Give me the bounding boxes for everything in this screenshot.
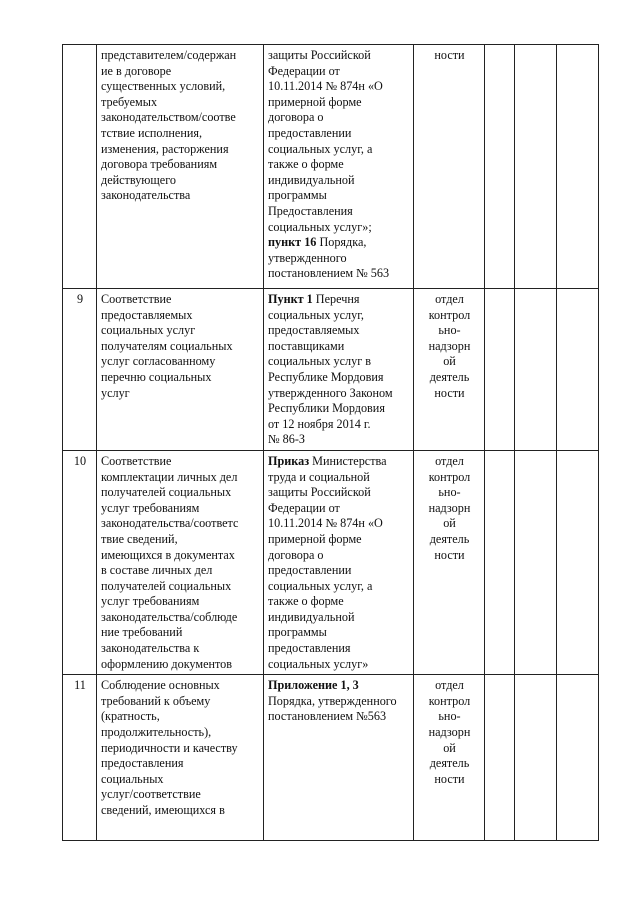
requirement-line: Соответствие — [101, 453, 172, 468]
requirement-line: законодательства/соблюде — [101, 609, 238, 624]
legal-basis-line — [268, 470, 410, 486]
empty-cell — [515, 675, 557, 841]
legal-basis-line — [268, 563, 410, 579]
responsible-cell — [414, 675, 485, 841]
requirement-line: ие в договоре — [101, 63, 172, 78]
requirement-line: изменения, расторжения — [101, 141, 229, 156]
requirement-line: ние требований — [101, 625, 183, 640]
legal-basis-line — [268, 532, 410, 548]
empty-cell — [557, 675, 599, 841]
legal-basis-cell — [264, 45, 414, 289]
requirements-table — [62, 44, 599, 841]
responsible-line: деятель — [429, 756, 470, 771]
legal-basis-text: социальных услуг, а — [268, 141, 373, 156]
legal-basis-text: социальных услуг, — [268, 307, 364, 322]
legal-basis-cell — [264, 450, 414, 674]
row-number: 9 — [63, 289, 97, 451]
requirement-line: твие сведений, — [101, 531, 178, 546]
requirement-line: социальных — [101, 771, 164, 786]
legal-basis-line — [268, 173, 410, 189]
legal-basis-text: программы — [268, 188, 327, 203]
responsible-line: деятель — [429, 531, 470, 546]
responsible-cell — [414, 289, 485, 451]
requirement-line: законодательства/соответс — [101, 516, 239, 531]
legal-basis-text: Республики Мордовия — [268, 401, 385, 416]
requirement-line: услуг/соответствие — [101, 787, 201, 802]
responsible-line: ности — [434, 48, 465, 62]
legal-basis-text: примерной форме — [268, 94, 362, 109]
legal-basis-line — [268, 610, 410, 626]
requirement-line: социальных услуг — [101, 323, 196, 338]
legal-basis-text: постановлением №563 — [268, 709, 387, 724]
table-row — [63, 675, 599, 841]
requirement-cell — [97, 675, 264, 841]
legal-basis-line — [268, 266, 410, 282]
legal-basis-line — [268, 370, 410, 386]
legal-basis-text: Федерации от — [268, 63, 340, 78]
legal-basis-text: также о форме — [268, 594, 344, 609]
legal-basis-line — [268, 485, 410, 501]
empty-cell — [485, 450, 515, 674]
legal-basis-line — [268, 95, 410, 111]
responsible-line: ой — [443, 516, 456, 531]
requirement-line: законодательства — [101, 188, 191, 203]
requirement-line: требований к объему — [101, 693, 211, 708]
legal-basis-text: договора о — [268, 547, 324, 562]
legal-basis-line — [268, 339, 410, 355]
legal-basis-line — [268, 386, 410, 402]
requirement-line: тствие исполнения, — [101, 125, 203, 140]
legal-basis-line — [268, 323, 410, 339]
requirement-line: предоставления — [101, 756, 184, 771]
legal-basis-line — [268, 292, 410, 308]
requirement-line: договора требованиям — [101, 157, 218, 172]
legal-basis-line — [268, 625, 410, 641]
responsible-line: отдел — [435, 292, 464, 306]
legal-basis-line — [268, 401, 410, 417]
legal-basis-text: примерной форме — [268, 531, 362, 546]
legal-basis-text: Порядка, — [316, 235, 367, 250]
legal-basis-line — [268, 709, 410, 725]
responsible-line: ой — [443, 354, 456, 369]
legal-basis-bold: Приложение 1, 3 — [268, 678, 359, 693]
legal-basis-text: Перечня — [312, 292, 360, 306]
requirement-line: законодательства к — [101, 641, 200, 656]
requirement-line: периодичности и качеству — [101, 740, 238, 755]
legal-basis-line — [268, 64, 410, 80]
legal-basis-text: договора о — [268, 110, 324, 125]
legal-basis-text: Предоставления — [268, 203, 353, 218]
legal-basis-text: от 12 ноября 2014 г. — [268, 416, 371, 431]
requirement-line: Соблюдение основных — [101, 678, 220, 693]
responsible-line: отдел — [435, 453, 464, 468]
legal-basis-line — [268, 641, 410, 657]
legal-basis-text: социальных услуг в — [268, 354, 372, 369]
legal-basis-text: индивидуальной — [268, 609, 355, 624]
requirement-line: законодательством/соотве — [101, 110, 236, 125]
legal-basis-text: № 86-З — [268, 432, 306, 447]
legal-basis-line — [268, 548, 410, 564]
responsible-line: контрол — [428, 469, 471, 484]
responsible-line: ности — [434, 547, 465, 562]
legal-basis-text: 10.11.2014 № 874н «О — [268, 516, 383, 531]
responsible-line: ности — [434, 385, 465, 400]
requirement-line: перечню социальных — [101, 369, 212, 384]
requirement-line: действующего — [101, 172, 176, 187]
legal-basis-bold: Приказ — [268, 453, 310, 468]
empty-cell — [557, 45, 599, 289]
legal-basis-line — [268, 694, 410, 710]
requirement-line: услуг требованиям — [101, 594, 200, 609]
requirement-line: (кратность, — [101, 709, 160, 724]
requirement-line: комплектации личных дел — [101, 469, 238, 484]
legal-basis-text: предоставляемых — [268, 323, 360, 338]
legal-basis-text: индивидуальной — [268, 172, 355, 187]
legal-basis-text: Федерации от — [268, 500, 340, 515]
row-number — [63, 45, 97, 289]
empty-cell — [557, 289, 599, 451]
legal-basis-line — [268, 678, 410, 694]
responsible-line: ьно- — [438, 485, 461, 500]
legal-basis-text: 10.11.2014 № 874н «О — [268, 79, 383, 94]
legal-basis-text: Министерства — [309, 453, 387, 468]
table-row — [63, 289, 599, 451]
legal-basis-cell — [264, 675, 414, 841]
legal-basis-line — [268, 501, 410, 517]
row-number: 11 — [63, 675, 97, 841]
legal-basis-line — [268, 110, 410, 126]
legal-basis-text: программы — [268, 625, 327, 640]
legal-basis-text: социальных услуг»; — [268, 219, 372, 234]
legal-basis-line — [268, 235, 410, 251]
legal-basis-bold: пункт 16 — [268, 235, 317, 250]
responsible-line: ой — [443, 740, 456, 755]
requirement-line: сведений, имеющихся в — [101, 803, 225, 817]
empty-cell — [485, 289, 515, 451]
legal-basis-text: защиты Российской — [268, 485, 371, 500]
responsible-line: надзорн — [428, 725, 471, 740]
requirement-line: Соответствие — [101, 292, 172, 306]
empty-cell — [485, 675, 515, 841]
responsible-line: контрол — [428, 307, 471, 322]
requirement-line: имеющихся в документах — [101, 547, 235, 562]
legal-basis-text: утвержденного — [268, 250, 347, 265]
legal-basis-line — [268, 220, 410, 236]
legal-basis-text: Республике Мордовия — [268, 369, 384, 384]
legal-basis-text: Порядка, утвержденного — [268, 693, 397, 708]
legal-basis-line — [268, 157, 410, 173]
responsible-line: деятель — [429, 369, 470, 384]
legal-basis-text: предоставлении — [268, 125, 352, 140]
requirement-cell — [97, 289, 264, 451]
legal-basis-line — [268, 454, 410, 470]
legal-basis-line — [268, 432, 410, 448]
responsible-cell — [414, 450, 485, 674]
requirement-line: существенных условий, — [101, 79, 226, 94]
legal-basis-line — [268, 48, 410, 64]
legal-basis-text: также о форме — [268, 157, 344, 172]
legal-basis-text: защиты Российской — [268, 48, 371, 62]
table-row — [63, 45, 599, 289]
requirement-line: представителем/содержан — [101, 48, 237, 62]
legal-basis-line — [268, 251, 410, 267]
requirement-line: получателей социальных — [101, 485, 232, 500]
legal-basis-line — [268, 188, 410, 204]
requirement-cell — [97, 45, 264, 289]
responsible-line: отдел — [435, 678, 464, 693]
requirement-line: требуемых — [101, 94, 158, 109]
row-number: 10 — [63, 450, 97, 674]
empty-cell — [515, 289, 557, 451]
legal-basis-text: труда и социальной — [268, 469, 370, 484]
requirement-line: продолжительность), — [101, 725, 212, 740]
legal-basis-bold: Пункт 1 — [268, 292, 313, 306]
table-body — [63, 45, 599, 841]
legal-basis-text: предоставления — [268, 641, 351, 656]
legal-basis-line — [268, 79, 410, 95]
requirement-line: предоставляемых — [101, 307, 193, 322]
legal-basis-cell — [264, 289, 414, 451]
requirement-line: услуг согласованному — [101, 354, 216, 369]
requirement-line: услуг требованиям — [101, 500, 200, 515]
legal-basis-text: предоставлении — [268, 563, 352, 578]
requirement-line: получателям социальных — [101, 338, 233, 353]
legal-basis-line — [268, 579, 410, 595]
legal-basis-line — [268, 516, 410, 532]
empty-cell — [485, 45, 515, 289]
legal-basis-line — [268, 142, 410, 158]
table-row — [63, 450, 599, 674]
legal-basis-text: утвержденного Законом — [268, 385, 393, 400]
empty-cell — [557, 450, 599, 674]
responsible-line: ьно- — [438, 709, 461, 724]
empty-cell — [515, 45, 557, 289]
responsible-line: ьно- — [438, 323, 461, 338]
legal-basis-line — [268, 417, 410, 433]
responsible-line: надзорн — [428, 500, 471, 515]
legal-basis-line — [268, 354, 410, 370]
responsible-line: надзорн — [428, 338, 471, 353]
legal-basis-line — [268, 204, 410, 220]
legal-basis-text: социальных услуг» — [268, 656, 369, 671]
requirement-line: в составе личных дел — [101, 563, 213, 578]
legal-basis-line — [268, 126, 410, 142]
responsible-line: контрол — [428, 693, 471, 708]
responsible-line: ности — [434, 771, 465, 786]
legal-basis-text: поставщиками — [268, 338, 345, 353]
requirement-line: оформлению документов — [101, 656, 233, 671]
responsible-cell — [414, 45, 485, 289]
requirement-line: получателей социальных — [101, 578, 232, 593]
legal-basis-text: социальных услуг, а — [268, 578, 373, 593]
empty-cell — [515, 450, 557, 674]
legal-basis-line — [268, 594, 410, 610]
requirement-cell — [97, 450, 264, 674]
legal-basis-line — [268, 657, 410, 673]
requirement-line: услуг — [101, 385, 130, 400]
legal-basis-text: постановлением № 563 — [268, 266, 390, 281]
legal-basis-line — [268, 308, 410, 324]
